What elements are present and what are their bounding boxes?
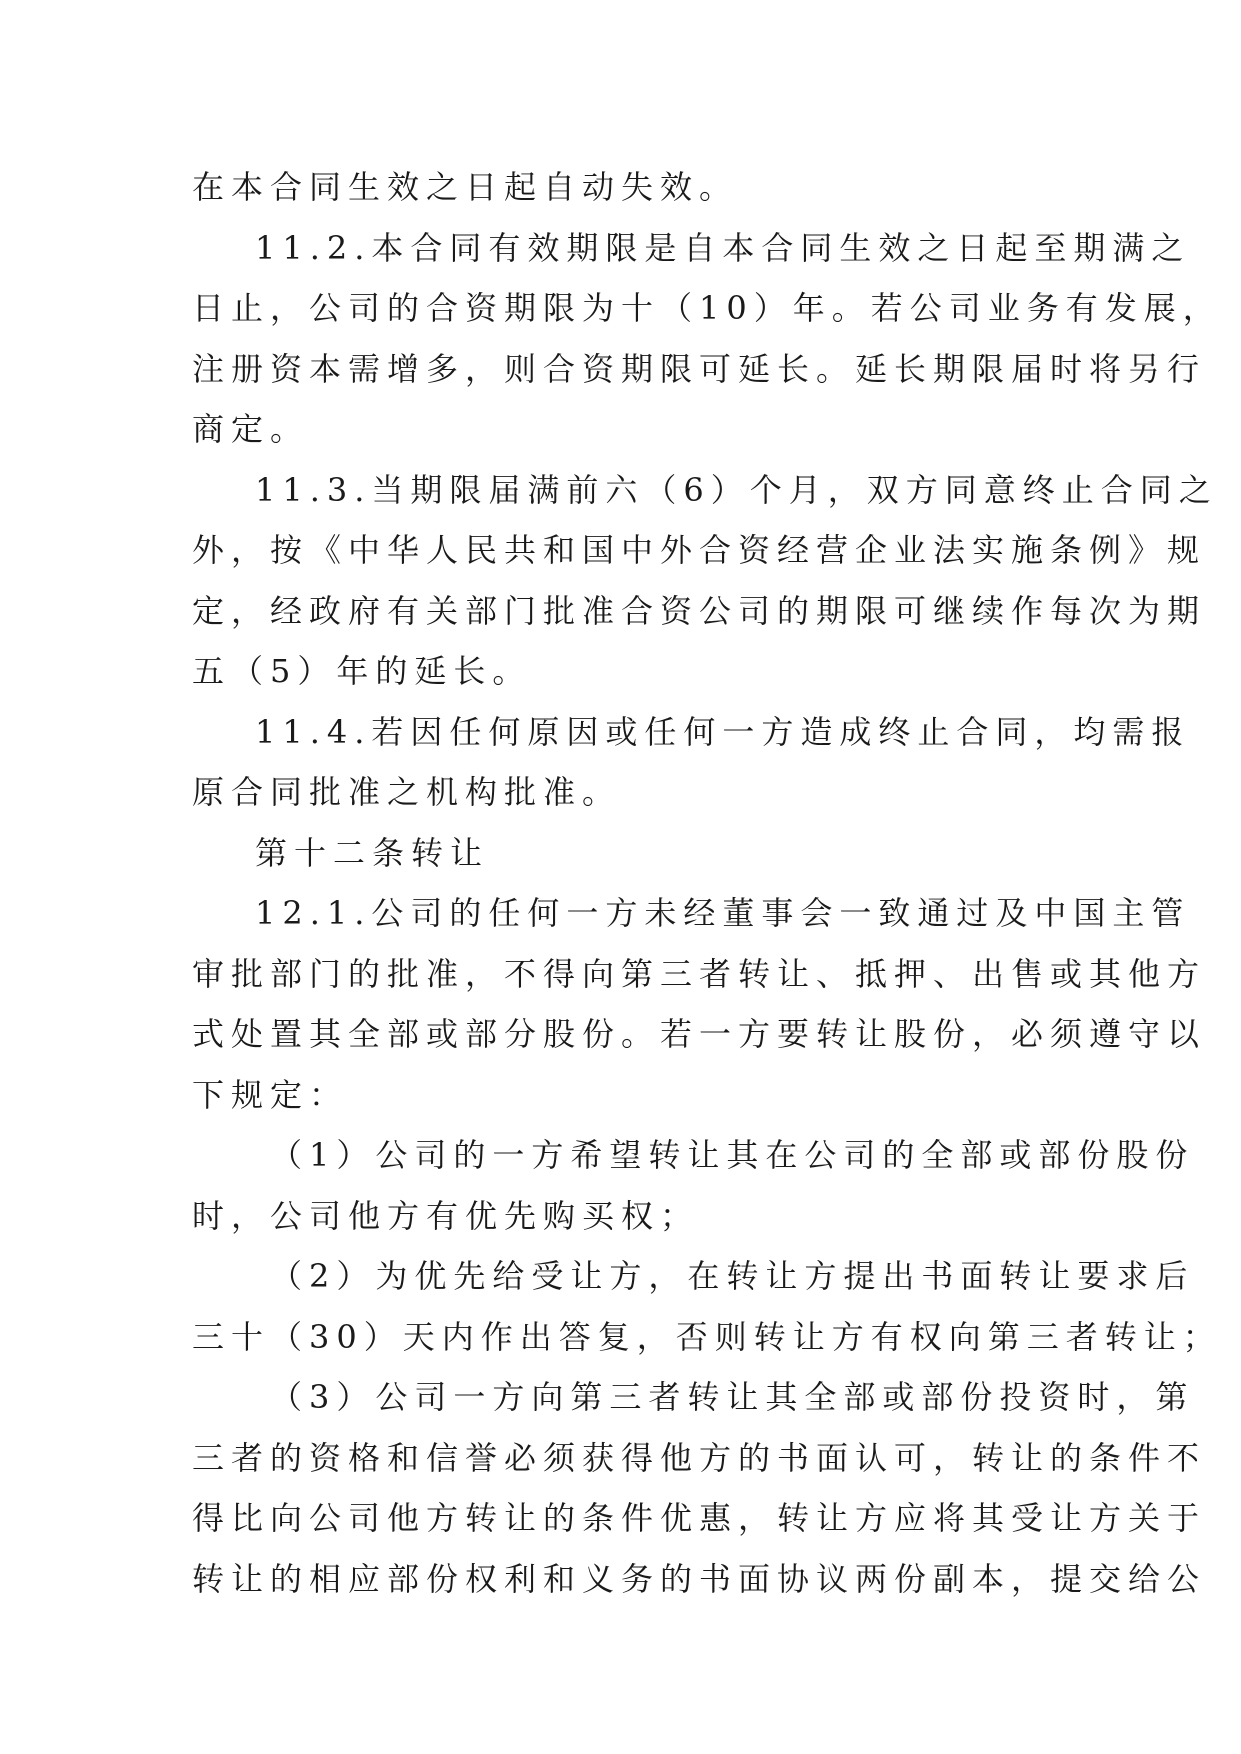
item-3-line: （3）公司一方向第三者转让其全部或部份投资时，第 — [270, 1378, 1195, 1416]
text-line: 下规定： — [192, 1075, 349, 1114]
document-page — [192, 157, 1222, 1609]
text-line: 三者的资格和信誉必须获得他方的书面认可，转让的条件不 — [192, 1438, 1207, 1477]
clause-11-2-line: 11.2.本合同有效期限是自本合同生效之日起至期满之 — [255, 228, 1191, 267]
text-line: 时，公司他方有优先购买权； — [192, 1196, 700, 1235]
text-line: 原合同批准之机构批准。 — [192, 773, 622, 811]
text-line: 在本合同生效之日起自动失效。 — [192, 168, 739, 206]
text-line: 五（5）年的延长。 — [192, 652, 532, 690]
text-line: 式处置其全部或部分股份。若一方要转让股份，必须遵守以 — [192, 1015, 1207, 1053]
article-12-heading: 第十二条转让 — [255, 833, 490, 872]
clause-12-1-line: 12.1.公司的任何一方未经董事会一致通过及中国主管 — [255, 894, 1191, 932]
item-1-line: （1）公司的一方希望转让其在公司的全部或部份股份 — [270, 1136, 1195, 1174]
text-line: 得比向公司他方转让的条件优惠，转让方应将其受让方关于 — [192, 1499, 1207, 1537]
text-line: 注册资本需增多，则合资期限可延长。延长期限届时将另行 — [192, 349, 1207, 388]
clause-11-4-line: 11.4.若因任何原因或任何一方造成终止合同，均需报 — [255, 712, 1191, 751]
text-line: 商定。 — [192, 410, 310, 448]
clause-11-3-line: 11.3.当期限届满前六（6）个月，双方同意终止合同之 — [255, 470, 1218, 509]
text-line: 外，按《中华人民共和国中外合资经营企业法实施条例》规 — [192, 531, 1207, 569]
item-2-line: （2）为优先给受让方，在转让方提出书面转让要求后 — [270, 1257, 1195, 1295]
text-line: 日止，公司的合资期限为十（10）年。若公司业务有发展， — [192, 289, 1222, 327]
text-line: 三十（30）天内作出答复，否则转让方有权向第三者转让； — [192, 1317, 1222, 1356]
text-line: 转让的相应部份权利和义务的书面协议两份副本，提交给公 — [192, 1559, 1207, 1598]
text-line: 定，经政府有关部门批准合资公司的期限可继续作每次为期 — [192, 591, 1207, 630]
text-line: 审批部门的批准，不得向第三者转让、抵押、出售或其他方 — [192, 954, 1207, 993]
